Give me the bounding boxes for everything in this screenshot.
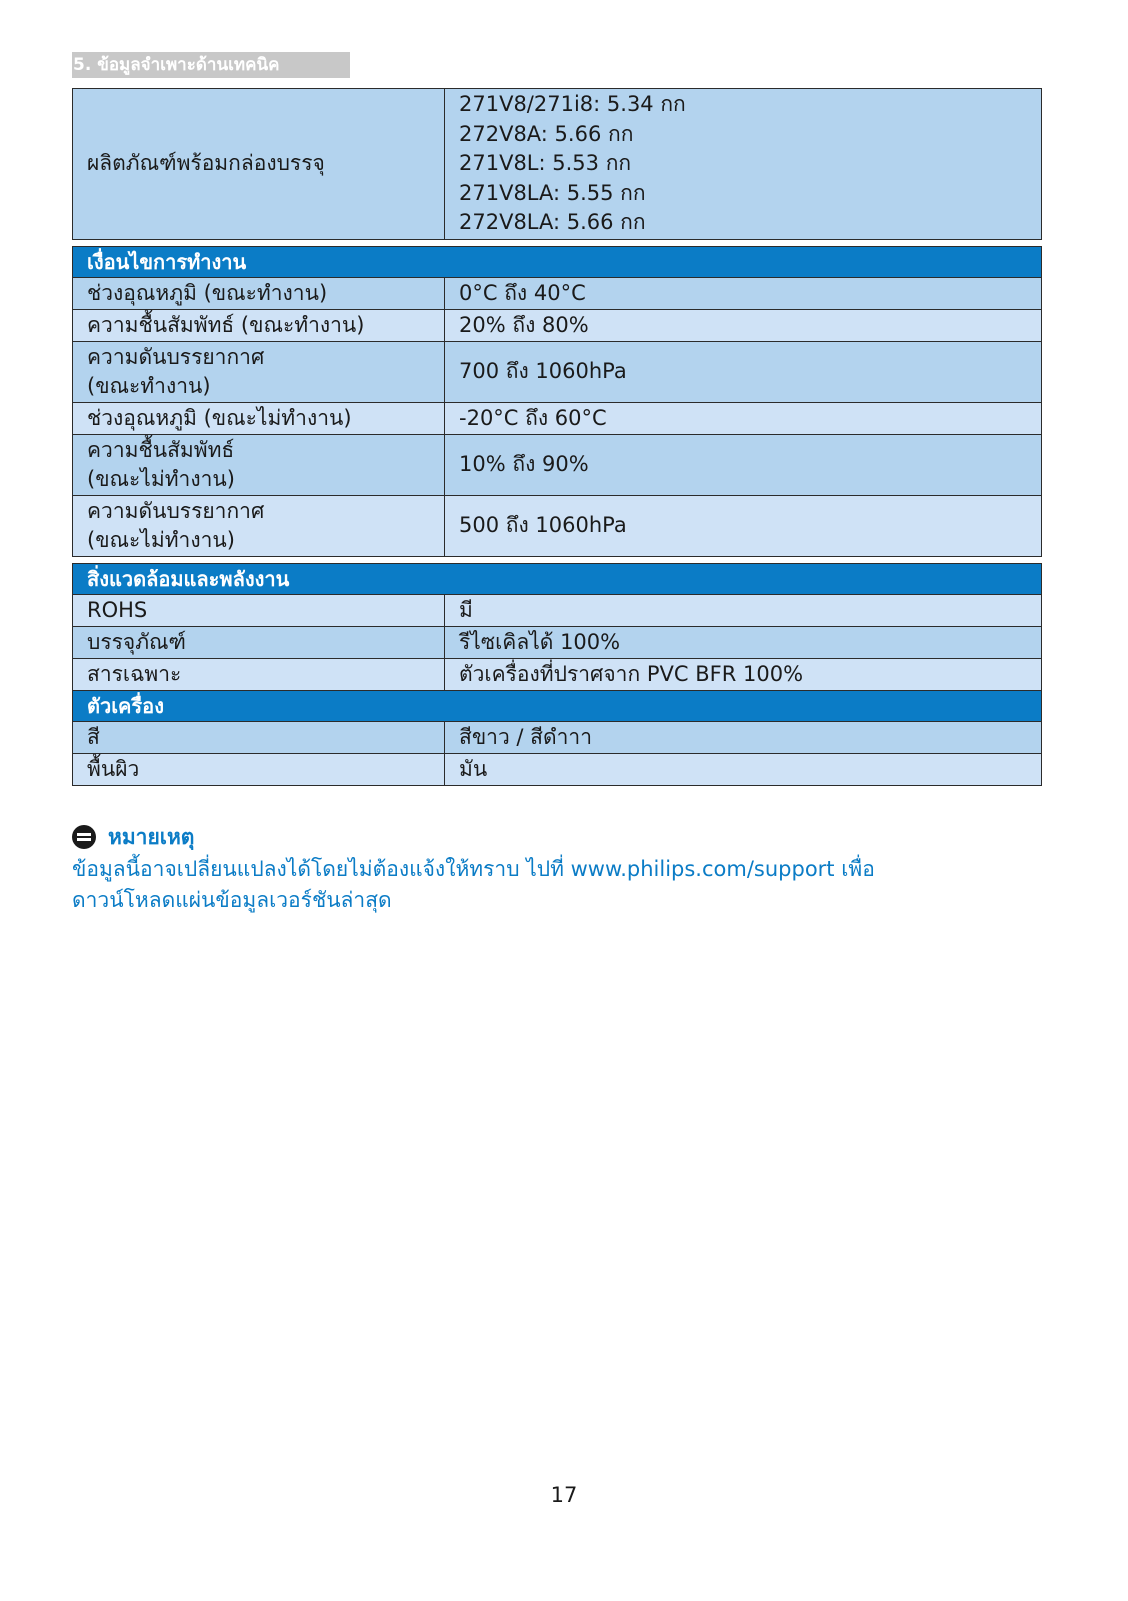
row-label: สารเฉพาะ bbox=[73, 658, 445, 690]
packaging-value: 272V8LA: 5.66 กก bbox=[459, 210, 646, 234]
row-label: ความชื้นสัมพัทธ์ (ขณะทำงาน) bbox=[73, 309, 445, 341]
packaging-value: 271V8L: 5.53 กก bbox=[459, 151, 632, 175]
row-label: ช่วงอุณหภูมิ (ขณะทำงาน) bbox=[73, 277, 445, 309]
row-label bbox=[73, 341, 445, 402]
note-line: ข้อมูลนี้อาจเปลี่ยนแปลงได้โดยไม่ต้องแจ้งให้ทราบ ไปที่ www.philips.com/support เพื่อ bbox=[72, 857, 875, 881]
operating-header-row bbox=[73, 246, 1042, 277]
table-spacer bbox=[73, 556, 1042, 563]
table-spacer bbox=[73, 239, 1042, 246]
row-label-line: (ขณะไม่ทำงาน) bbox=[87, 466, 235, 491]
row-value: ตัวเครื่องที่ปราศจาก PVC BFR 100% bbox=[445, 658, 1042, 690]
table-row bbox=[73, 626, 1042, 658]
row-label: ช่วงอุณหภูมิ (ขณะไม่ทำงาน) bbox=[73, 402, 445, 434]
table-row-packaging bbox=[73, 89, 1042, 240]
row-value: -20°C ถึง 60°C bbox=[445, 402, 1042, 434]
table-row bbox=[73, 402, 1042, 434]
note-text bbox=[72, 854, 1052, 916]
cabinet-header-row bbox=[73, 690, 1042, 721]
spec-table bbox=[72, 88, 1042, 786]
table-row bbox=[73, 495, 1042, 556]
table-row bbox=[73, 658, 1042, 690]
note-icon bbox=[72, 825, 96, 849]
row-value: มัน bbox=[445, 753, 1042, 785]
row-value: 20% ถึง 80% bbox=[445, 309, 1042, 341]
environment-header-row bbox=[73, 563, 1042, 594]
table-row bbox=[73, 341, 1042, 402]
row-label bbox=[73, 434, 445, 495]
packaging-values bbox=[445, 89, 1042, 240]
row-label: บรรจุภัณฑ์ bbox=[73, 626, 445, 658]
row-label: พื้นผิว bbox=[73, 753, 445, 785]
note-heading bbox=[72, 822, 1052, 852]
page-number: 17 bbox=[550, 1483, 578, 1507]
note-line: ดาวน์โหลดแผ่นข้อมูลเวอร์ชันล่าสุด bbox=[72, 888, 392, 912]
row-label bbox=[73, 495, 445, 556]
table-row bbox=[73, 594, 1042, 626]
packaging-value: 271V8/271i8: 5.34 กก bbox=[459, 92, 686, 116]
table-row bbox=[73, 753, 1042, 785]
table-row bbox=[73, 277, 1042, 309]
row-value: 0°C ถึง 40°C bbox=[445, 277, 1042, 309]
row-value: 700 ถึง 1060hPa bbox=[445, 341, 1042, 402]
row-label: ROHS bbox=[73, 594, 445, 626]
cabinet-header: ตัวเครื่อง bbox=[73, 690, 1042, 721]
note-title: หมายเหตุ bbox=[108, 825, 195, 849]
row-label: สี bbox=[73, 721, 445, 753]
row-value: รีไซเคิลได้ 100% bbox=[445, 626, 1042, 658]
table-row bbox=[73, 309, 1042, 341]
environment-header: สิ่งแวดล้อมและพลังงาน bbox=[73, 563, 1042, 594]
note-block bbox=[72, 822, 1052, 916]
packaging-value: 272V8A: 5.66 กก bbox=[459, 121, 634, 146]
row-label-line: ความดันบรรยากาศ bbox=[87, 344, 265, 369]
row-label-line: (ขณะไม่ทำงาน) bbox=[87, 527, 235, 552]
row-value: 500 ถึง 1060hPa bbox=[445, 495, 1042, 556]
row-label-line: ความชื้นสัมพัทธ์ bbox=[87, 437, 235, 462]
packaging-value: 271V8LA: 5.55 กก bbox=[459, 180, 646, 205]
row-value: มี bbox=[445, 594, 1042, 626]
row-value: สีขาว / สีดำาา bbox=[445, 721, 1042, 753]
operating-header: เงื่อนไขการทำงาน bbox=[73, 246, 1042, 277]
section-title: 5. ข้อมูลจำเพาะด้านเทคนิค bbox=[72, 52, 350, 78]
table-row bbox=[73, 721, 1042, 753]
row-value: 10% ถึง 90% bbox=[445, 434, 1042, 495]
row-label-line: ความดันบรรยากาศ bbox=[87, 498, 265, 523]
row-label-line: (ขณะทำงาน) bbox=[87, 373, 211, 398]
packaging-label: ผลิตภัณฑ์พร้อมกล่องบรรจุ bbox=[73, 89, 445, 240]
table-row bbox=[73, 434, 1042, 495]
